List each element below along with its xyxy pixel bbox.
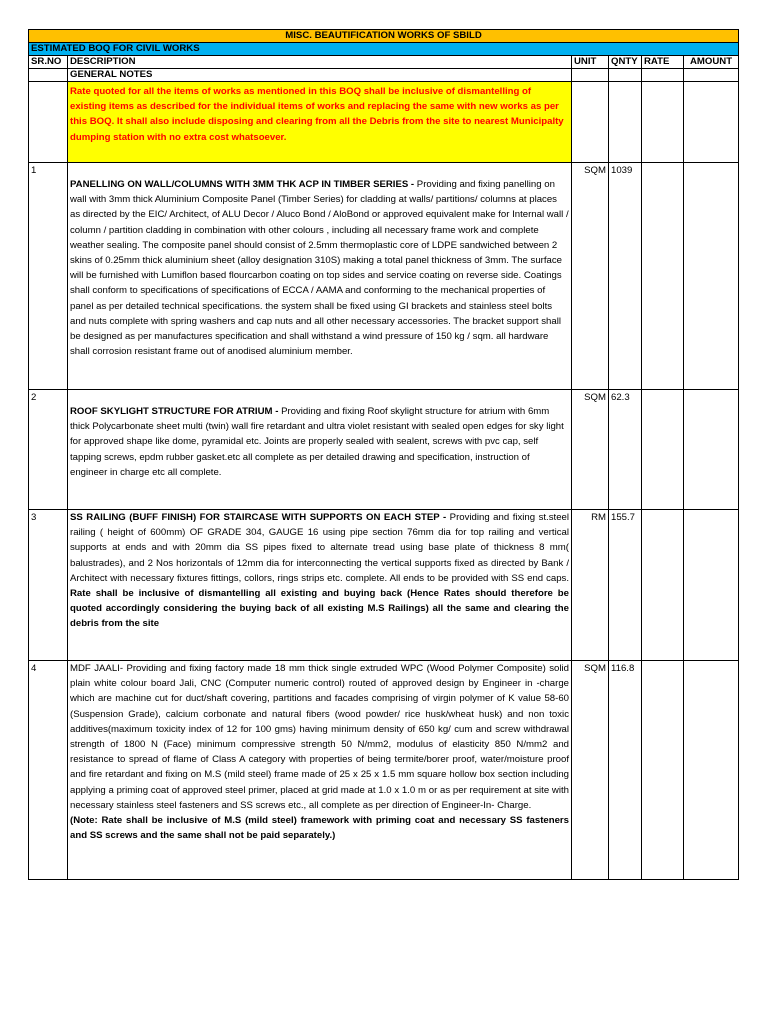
item-description [68,163,572,390]
item-sr-no: 4 [29,661,68,880]
item-amount [684,163,739,390]
item-amount [684,510,739,661]
general-note-text: Rate quoted for all the items of works as mentioned in this BOQ shall be inclusive of dismantelling of existing items as described for the individual items of works and replacing the same with new works as per this BOQ. It shall also include disposing and clearing from all the Debris from the site to nearest Municipalty dumping station with no extra cost whatsoever. [68,82,572,163]
boq-item-row [29,661,739,880]
title-row [29,30,739,43]
general-note-row [29,82,739,163]
item-description [68,510,572,661]
item-text: Providing and fixing Roof skylight structure for atrium with 6mm thick Polycarbonate sheet multi (twin) wall fire retardant and ultra violet resistant with sealed open edges for sky light for approved shape like dome, pyramidal etc. Joints are properly sealed with sealent, screws with pvc cap, self tapping screws, epdm rubber gasket.etc all complete as per detailed drawing and specification, instruction of engineer in charge etc all complete. [70,406,564,478]
item-rate [642,510,684,661]
item-text: Providing and fixing st.steel railing ( height of 600mm) OF GRADE 304, GAUGE 16 using pipe section 76mm dia for top railing and vertical supports at ends and with 20mm dia SS pipes fixed to alternate tread using base plate of thickness 8 mm( balustrades), and 2 Nos horizontals of 12mm dia for interconnecting the vertical supports fixed as directed by Bank / Architect with necessary fixtures fittings, collors, rings strips etc. complete. All ends to be provided with SS end caps. [70,512,569,584]
item-note: Rate shall be inclusive of dismantelling all existing and buying back (Hence Rates should therefore be quoted accordingly considering the buying back of all existing M.S Railings) all the same and clearing the debris from the site [70,588,569,630]
sheet-title: MISC. BEAUTIFICATION WORKS OF SBILD [29,30,739,43]
item-rate [642,661,684,880]
boq-item-row [29,510,739,661]
header-sr-no: SR.NO [29,56,68,69]
header-unit: UNIT [572,56,609,69]
boq-sheet [28,29,738,880]
item-description [68,661,572,880]
header-description: DESCRIPTION [68,56,572,69]
item-qnty: 155.7 [609,510,642,661]
item-qnty: 1039 [609,163,642,390]
header-amount: AMOUNT [684,56,739,69]
item-rate [642,390,684,510]
boq-item-row [29,163,739,390]
item-text: MDF JAALI- Providing and fixing factory made 18 mm thick single extruded WPC (Wood Polymer Composite) solid plain white colour board Jali, CNC (Computer numeric control) routed of approved design by Engineer in -charge which are machine cut for duct/shaft covering, partitions and facades comprising of virgin polymer of K value 58-60 (Suspension Grade), calcium corbonate and natural fibers (wood powder/ rice husk/wheat husk) and non toxic additives(maximum toxicity index of 12 for 100 gms) having minimum density of 650 kg/ cum and screw withdrawal strength of 1800 N (Face) minimum compressive strength 50 N/mm2, modulus of elasticity 850 N/mm2 and resistance to spread of flame of Class A category with properties of being termite/borer proof, water/moisture proof and fire retardant and fixing on M.S (mild steel) frame made of 25 x 25 x 1.5 mm square hollow box section including applying a priming coat of approved steel primer, placed at grid made at 1.0 x 1.0 m or as per requirement at site with necessary stainless steel fasteners and SS screws etc., all complete as per direction of Engineer-In- Charge. [70,663,569,811]
item-qnty: 62.3 [609,390,642,510]
item-sr-no: 3 [29,510,68,661]
item-text: Providing and fixing panelling on wall with 3mm thick Aluminium Composite Panel (Timber Series) for cladding at walls/ partitions/ columns at places as directed by the EIC/ Architect, of ALU Decor / Aluco Bond / AloBond or approved equivalent make for Internal wall / column / partition cladding in combination with other colours , including all necessary frame work and complete weather sealing. The composite panel should consist of 2.5mm thermoplastic core of LDPE sandwiched between 2 skins of 0.25mm thick aluminium sheet (alloy designation 310S) making a total panel thickness of 3mm. The surface will be furnished with Lumiflon based flourcarbon coating on top sides and service coating on reverse side. Coatings shall conform to specifications of specifications of ECCA / AAMA and conforming to the mechanical properties of panel as per detailed technical specifications. the system shall be fixed using GI brackets and stainless steel bolts and nuts complete with spring washers and cap nuts and all other necessary accessories. The bracket support shall be designed as per manufactures specification and shall withstand a wind pressure of 150 kg / sqm. all hardware shall corrosion resistant frame out of anodised aluminium member. [70,179,569,358]
item-sr-no: 2 [29,390,68,510]
item-description [68,390,572,510]
sheet-subtitle: ESTIMATED BOQ FOR CIVIL WORKS [29,43,739,56]
general-notes-row [29,69,739,82]
item-heading: SS RAILING (BUFF FINISH) FOR STAIRCASE WITH SUPPORTS ON EACH STEP - [70,512,450,523]
item-unit: SQM [572,661,609,880]
item-amount [684,390,739,510]
item-unit: RM [572,510,609,661]
item-heading: ROOF SKYLIGHT STRUCTURE FOR ATRIUM - [70,406,282,417]
item-qnty: 116.8 [609,661,642,880]
header-rate: RATE [642,56,684,69]
subtitle-row [29,43,739,56]
general-notes-label: GENERAL NOTES [68,69,572,82]
boq-table [28,29,739,880]
header-qnty: QNTY [609,56,642,69]
item-rate [642,163,684,390]
item-unit: SQM [572,390,609,510]
item-sr-no: 1 [29,163,68,390]
header-row [29,56,739,69]
boq-item-row [29,390,739,510]
item-amount [684,661,739,880]
item-unit: SQM [572,163,609,390]
item-heading: PANELLING ON WALL/COLUMNS WITH 3MM THK ACP IN TIMBER SERIES - [70,179,417,190]
item-note: (Note: Rate shall be inclusive of M.S (mild steel) framework with priming coat and necessary SS fasteners and SS screws and the same shall not be paid separately.) [70,815,569,842]
